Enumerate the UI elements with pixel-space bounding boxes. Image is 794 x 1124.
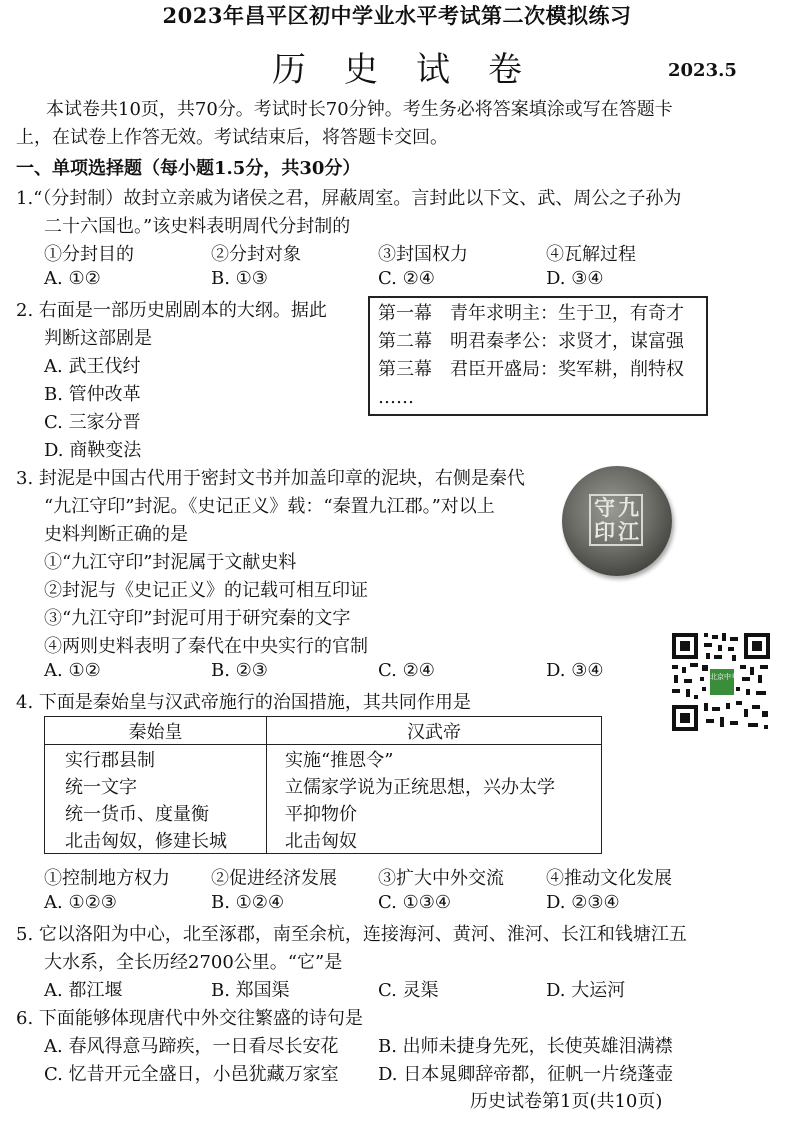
table-cell: 统一货币、度量衡 <box>45 799 267 826</box>
q3-item: ①“九江守印”封泥属于文献史料 <box>44 552 297 573</box>
subject-title: 历史试卷 <box>272 50 560 90</box>
q2-option-b: B. 管仲改革 <box>44 384 141 405</box>
q5-option-b: B. 郑国渠 <box>211 980 290 1001</box>
q2-script-outline-box <box>368 296 708 416</box>
q5-stem-line-1: 5. 它以洛阳为中心，北至涿郡，南至余杭，连接海河、黄河、淮河、长江和钱塘江五 <box>16 924 687 945</box>
q4-item: ③扩大中外交流 <box>378 868 504 889</box>
q6-stem-line-1: 6. 下面能够体现唐代中外交往繁盛的诗句是 <box>16 1008 363 1029</box>
q2-stem-line-2: 判断这部剧是 <box>44 328 152 349</box>
q3-stem-line-2: “九江守印”封泥。《史记正义》载：“秦置九江郡。”对以上 <box>44 496 495 517</box>
q4-item: ②促进经济发展 <box>211 868 337 889</box>
q2-option-c: C. 三家分晋 <box>44 412 141 433</box>
table-cell: 北击匈奴，修建长城 <box>45 826 267 853</box>
q2-act-3: 第三幕 君臣开盛局：奖军耕，削特权 <box>378 359 684 380</box>
table-cell: 实施“推恩令” <box>285 749 394 771</box>
table-cell: 统一文字 <box>45 772 267 799</box>
q1-option-b: B. ①③ <box>211 268 268 289</box>
q3-option-d: D. ③④ <box>546 660 604 681</box>
q1-option-a: A. ①② <box>44 268 101 289</box>
q4-comparison-table <box>44 716 602 854</box>
table-row <box>45 772 601 799</box>
q2-stem-line-1: 2. 右面是一部历史剧剧本的大纲。据此 <box>16 300 327 321</box>
q2-act-more: …… <box>378 387 414 408</box>
seal-stamp: 九 江 守 印 <box>589 494 643 546</box>
table-header-qin: 秦始皇 <box>45 717 267 745</box>
table-row <box>45 799 601 826</box>
instructions-line-2: 上，在试卷上作答无效。考试结束后，将答题卡交回。 <box>16 127 448 148</box>
q3-option-b: B. ②③ <box>211 660 268 681</box>
exam-date: 2023.5 <box>668 60 737 81</box>
q1-stem-line-1: 1.“（分封制）故封立亲戚为诸侯之君，屏蔽周室。言封此以下文、武、周公之子孙为 <box>16 188 682 209</box>
qr-badge-logo: 北京中考 <box>710 669 734 695</box>
q4-option-a: A. ①②③ <box>44 892 117 913</box>
table-header-row <box>45 717 601 745</box>
q4-option-b: B. ①②④ <box>211 892 285 913</box>
table-cell: 平抑物价 <box>285 803 357 825</box>
page-footer: 历史试卷第1页(共10页) <box>470 1091 663 1112</box>
q6-option-b: B. 出师未捷身先死，长使英雄泪满襟 <box>378 1036 673 1057</box>
section-title: 一、单项选择题（每小题1.5分，共30分） <box>16 158 361 179</box>
q5-stem-line-2: 大水系，全长历经2700公里。“它”是 <box>44 952 343 973</box>
q5-option-d: D. 大运河 <box>546 980 626 1001</box>
q5-option-a: A. 都江堰 <box>44 980 123 1001</box>
q3-stem-line-3: 史料判断正确的是 <box>44 524 188 545</box>
table-row <box>45 745 601 773</box>
table-cell: 立儒家学说为正统思想，兴办太学 <box>285 776 555 798</box>
q4-item: ④推动文化发展 <box>546 868 672 889</box>
table-cell: 实行郡县制 <box>45 745 267 773</box>
q1-item: ③封国权力 <box>378 244 468 265</box>
table-row <box>45 826 601 853</box>
q1-item: ①分封目的 <box>44 244 134 265</box>
q1-option-d: D. ③④ <box>546 268 604 289</box>
q3-option-a: A. ①② <box>44 660 101 681</box>
q3-stem-line-1: 3. 封泥是中国古代用于密封文书并加盖印章的泥块，右侧是秦代 <box>16 468 525 489</box>
clay-seal-image <box>562 466 672 576</box>
table-cell: 北击匈奴 <box>285 830 357 852</box>
q6-option-c: C. 忆昔开元全盛日，小邑犹藏万家室 <box>44 1064 339 1085</box>
q5-option-c: C. 灵渠 <box>378 980 439 1001</box>
q3-option-c: C. ②④ <box>378 660 435 681</box>
q2-option-a: A. 武王伐纣 <box>44 356 141 377</box>
instructions-line-1: 本试卷共10页，共70分。考试时长70分钟。考生务必将答案填涂或写在答题卡 <box>46 99 673 120</box>
q4-stem-line-1: 4. 下面是秦始皇与汉武帝施行的治国措施，其共同作用是 <box>16 692 471 713</box>
q3-item: ②封泥与《史记正义》的记载可相互印证 <box>44 580 368 601</box>
qr-code[interactable] <box>670 631 772 733</box>
q1-item: ②分封对象 <box>211 244 301 265</box>
q1-stem-line-2: 二十六国也。”该史料表明周代分封制的 <box>44 216 351 237</box>
q1-item: ④瓦解过程 <box>546 244 636 265</box>
table-header-han: 汉武帝 <box>267 717 602 745</box>
q2-act-1: 第一幕 青年求明主：生于卫，有奇才 <box>378 303 684 324</box>
q3-item: ④两则史料表明了秦代在中央实行的官制 <box>44 636 368 657</box>
q6-option-d: D. 日本晁卿辞帝都，征帆一片绕蓬壶 <box>378 1064 674 1085</box>
q1-option-c: C. ②④ <box>378 268 435 289</box>
q4-option-d: D. ②③④ <box>546 892 620 913</box>
q6-option-a: A. 春风得意马蹄疾，一日看尽长安花 <box>44 1036 339 1057</box>
exam-title: 2023年昌平区初中学业水平考试第二次模拟练习 <box>162 3 632 28</box>
q2-act-2: 第二幕 明君秦孝公：求贤才，谋富强 <box>378 331 684 352</box>
q3-item: ③“九江守印”封泥可用于研究秦的文字 <box>44 608 351 629</box>
q4-item: ①控制地方权力 <box>44 868 170 889</box>
q4-option-c: C. ①③④ <box>378 892 451 913</box>
q2-option-d: D. 商鞅变法 <box>44 440 142 461</box>
